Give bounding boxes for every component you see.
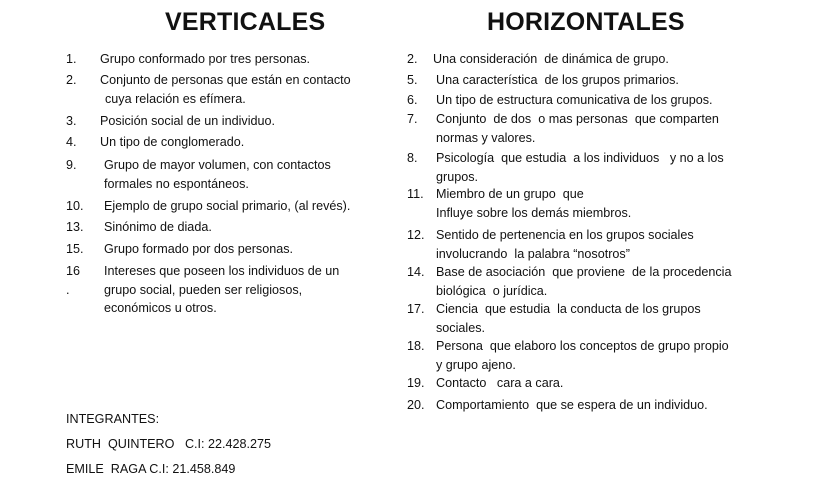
clue-number: 19. xyxy=(407,376,425,390)
clue-number: 8. xyxy=(407,151,418,165)
clue-text: económicos u otros. xyxy=(104,301,217,315)
clue-text: Contacto cara a cara. xyxy=(436,376,564,390)
clue-text: Conjunto de dos o mas personas que comparten xyxy=(436,112,719,126)
clue-number: 1. xyxy=(66,52,77,66)
clue-text: Base de asociación que proviene de la procedencia xyxy=(436,265,732,279)
clue-text: Persona que elaboro los conceptos de grupo propio xyxy=(436,339,729,353)
clue-text: cuya relación es efímera. xyxy=(105,91,246,106)
clue-text: Psicología que estudia a los individuos y no a los xyxy=(436,151,724,165)
clue-number: 18. xyxy=(407,339,425,353)
clue-text: Influye sobre los demás miembros. xyxy=(436,205,632,220)
clue-number: 17. xyxy=(407,302,425,316)
clue-text: Una consideración de dinámica de grupo. xyxy=(433,52,669,66)
clue-text: grupos. xyxy=(436,169,479,184)
clue-text: sociales. xyxy=(436,320,485,335)
clue-text: Sentido de pertenencia en los grupos sociales xyxy=(436,228,694,242)
clue-text: y grupo ajeno. xyxy=(436,357,516,372)
clue-number: 11. xyxy=(407,187,424,201)
clue-text: Posición social de un individuo. xyxy=(100,114,276,128)
clue-number: 3. xyxy=(66,114,77,128)
clue-number: 2. xyxy=(407,52,418,66)
clue-text: Intereses que poseen los individuos de un xyxy=(104,264,340,278)
clue-text: Miembro de un grupo que xyxy=(436,187,584,201)
team-label: INTEGRANTES: xyxy=(66,412,160,426)
clue-text: formales no espontáneos. xyxy=(104,176,249,191)
clue-text: Grupo de mayor volumen, con contactos xyxy=(104,158,331,172)
clue-number: 9. xyxy=(66,158,77,172)
clue-text: Un tipo de conglomerado. xyxy=(100,135,245,149)
clue-number: 10. xyxy=(66,199,84,213)
clue-text: involucrando la palabra “nosotros” xyxy=(436,246,630,261)
clue-text: Ejemplo de grupo social primario, (al revés). xyxy=(104,199,351,213)
clue-text: normas y valores. xyxy=(436,130,536,145)
clue-text: Ciencia que estudia la conducta de los grupos xyxy=(436,302,701,316)
clue-text: Grupo conformado por tres personas. xyxy=(100,52,311,66)
clue-text: Sinónimo de diada. xyxy=(104,220,212,234)
clue-number: 4. xyxy=(66,135,77,149)
clue-number: 5. xyxy=(407,73,418,87)
clue-number: 15. xyxy=(66,242,84,256)
clue-number: 7. xyxy=(407,112,418,126)
clue-text: Un tipo de estructura comunicativa de los grupos. xyxy=(436,93,713,107)
clue-text: Comportamiento que se espera de un individuo. xyxy=(436,398,708,412)
clue-number: 20. xyxy=(407,398,425,412)
clue-text: Una característica de los grupos primarios. xyxy=(436,73,679,87)
team-member-1: RUTH QUINTERO C.I: 22.428.275 xyxy=(66,437,272,451)
clue-text: biológica o jurídica. xyxy=(436,283,548,298)
clue-number: 14. xyxy=(407,265,425,279)
clue-number: 12. xyxy=(407,228,425,242)
clue-number: 13. xyxy=(66,220,84,234)
clue-number: 2. xyxy=(66,73,77,87)
clue-number: 16 . xyxy=(66,264,81,297)
clue-text: grupo social, pueden ser religiosos, xyxy=(104,282,303,297)
clue-number: 6. xyxy=(407,93,418,107)
clue-text: Conjunto de personas que están en contacto xyxy=(100,73,351,87)
clue-text: Grupo formado por dos personas. xyxy=(104,242,294,256)
verticales-heading: VERTICALES xyxy=(165,8,326,36)
horizontales-heading: HORIZONTALES xyxy=(487,8,685,36)
team-member-2: EMILE RAGA C.I: 21.458.849 xyxy=(66,462,236,476)
